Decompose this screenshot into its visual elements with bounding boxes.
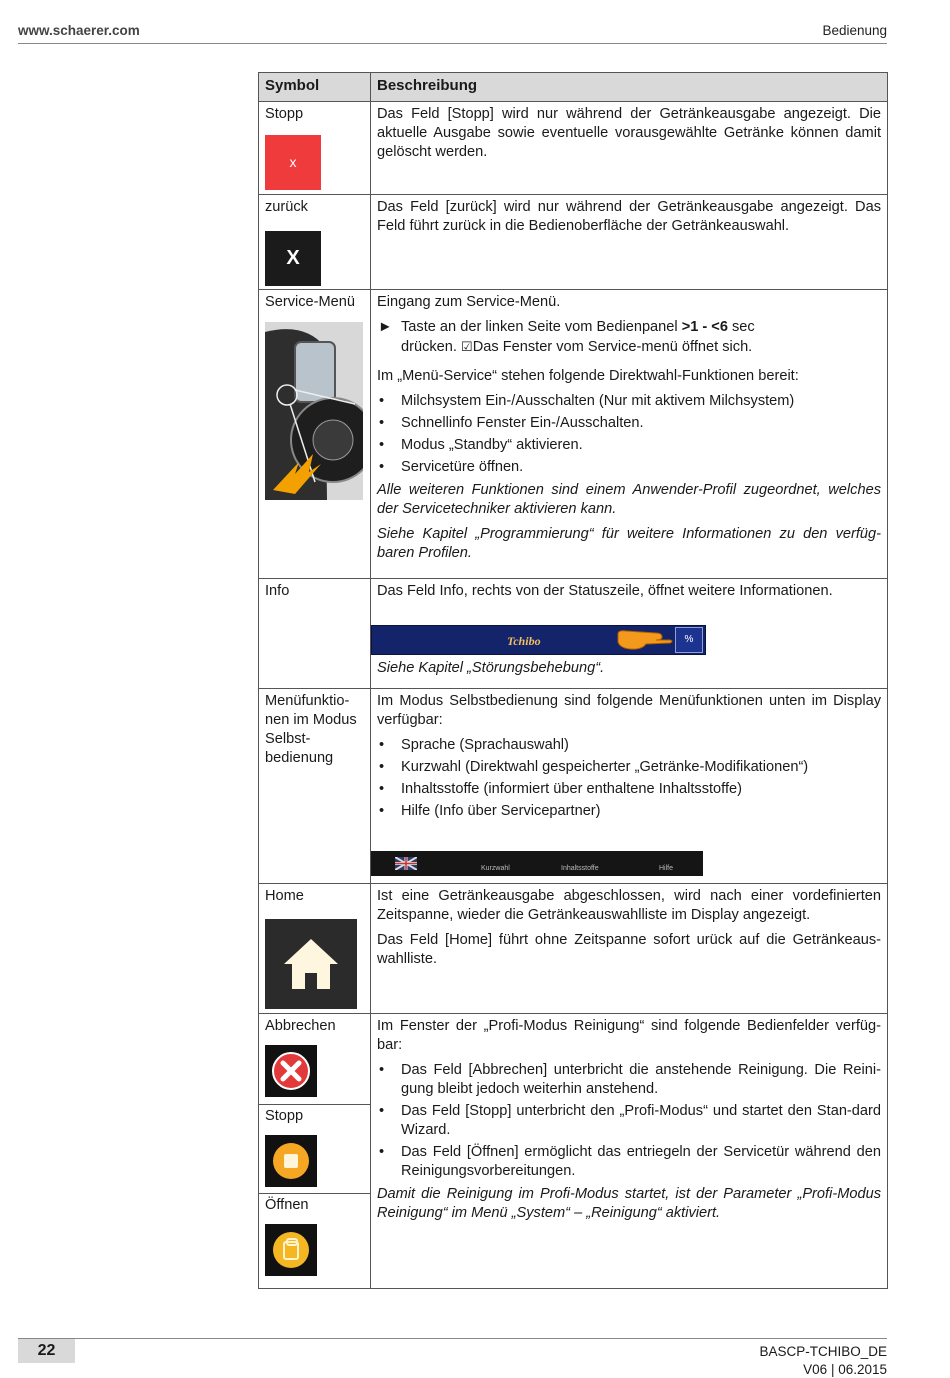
description-cell (371, 290, 888, 579)
description-cell (371, 884, 888, 1014)
symbol-label-home: Home (265, 888, 304, 904)
doc-version: V06 | 06.2015 (803, 1362, 887, 1377)
tchibo-logo: Tchibo (507, 634, 541, 648)
list-item: • Das Feld [Abbrechen] unterbricht die anstehende Reinigung. Die Reini-gung bleibt jedoch weiterhin anstehend. (377, 1061, 881, 1099)
back-icon (265, 231, 321, 286)
header-divider (18, 43, 887, 44)
table-row (259, 689, 888, 884)
table-row (259, 579, 888, 689)
symbol-cell (259, 884, 371, 1014)
info-description: Das Feld Info, rechts von der Statuszeile, öffnet weitere Informationen. (377, 583, 833, 599)
menu-function-list (377, 736, 881, 821)
list-item: • Das Feld [Stopp] unterbricht den „Profi-Modus“ und startet den Stan-dard Wizard. (377, 1102, 881, 1140)
col-description-header: Beschreibung (371, 73, 888, 102)
stop-glyph: x (289, 154, 297, 170)
service-note-profile: Alle weiteren Funktionen sind einem Anwender-Profil zugeordnet, welches der Servicetechniker aktivieren kann. (377, 482, 881, 517)
page-number: 22 (18, 1339, 75, 1363)
list-item: • Servicetüre öffnen. (377, 458, 881, 477)
info-button-label: % (684, 634, 694, 645)
stop-icon (265, 135, 321, 190)
symbol-cell (259, 290, 371, 579)
table-row (259, 1014, 888, 1289)
checkbox-result-icon: ☑ (461, 339, 473, 354)
service-list-intro: Im „Menü-Service“ stehen folgende Direktwahl-Funktionen bereit: (377, 368, 799, 384)
home-icon (265, 919, 357, 1009)
home-text-2: Das Feld [Home] führt ohne Zeitspanne sofort urück auf die Getränkeaus-wahlliste. (377, 932, 881, 967)
footer-divider (18, 1338, 887, 1339)
symbol-cell (259, 102, 371, 195)
footer-doc-info (759, 1343, 887, 1378)
table-header-row (259, 73, 888, 102)
profi-note: Damit die Reinigung im Profi-Modus startet, ist der Parameter „Profi-Modus Reinigung“ im Menü „System“ – „Reinigung“ aktiviert. (377, 1186, 881, 1221)
profi-intro: Im Fenster der „Profi-Modus Reinigung“ sind folgende Bedienfelder verfüg-bar: (377, 1018, 881, 1053)
panel-side-illustration (265, 322, 363, 500)
status-bar-screenshot (371, 625, 706, 655)
list-item: • Das Feld [Öffnen] ermöglicht das entriegeln der Servicetür während den Reinigungsvorbereitungen. (377, 1143, 881, 1181)
symbol-label-info: Info (265, 583, 290, 599)
step-text: Taste an der linken Seite vom Bedienpanel (401, 319, 682, 335)
list-item: • Milchsystem Ein-/Ausschalten (Nur mit aktivem Milchsystem) (377, 392, 881, 411)
service-function-list (377, 392, 881, 477)
list-item: • Hilfe (Info über Servicepartner) (377, 802, 881, 821)
pointing-hand-icon (616, 628, 674, 652)
step-arrow-icon: ► (378, 319, 393, 335)
list-item: • Kurzwahl (Direktwahl gespeicherter „Getränke-Modifikationen“) (377, 758, 881, 777)
list-item: • Schnellinfo Fenster Ein-/Ausschalten. (377, 414, 881, 433)
symbol-label-oeffnen: Öffnen (259, 1193, 370, 1215)
open-door-icon (265, 1224, 317, 1276)
symbol-label-zurueck: zurück (265, 199, 308, 215)
symbol-cell (259, 1014, 371, 1289)
service-button-photo (265, 322, 363, 500)
symbol-label-service: Service-Menü (265, 294, 356, 310)
symbol-table (258, 72, 888, 1289)
symbol-label-stopp: Stopp (265, 106, 304, 122)
header-section: Bedienung (822, 23, 887, 38)
menu-bar-inhaltsstoffe[interactable]: Inhaltsstoffe (561, 865, 599, 872)
symbol-cell (259, 195, 371, 290)
list-item: • Modus „Standby“ aktivieren. (377, 436, 881, 455)
description-cell (371, 1014, 888, 1289)
info-note: Siehe Kapitel „Störungsbehebung“. (377, 660, 605, 676)
menu-intro: Im Modus Selbstbedienung sind folgende Menüfunktionen unten im Display verfügbar: (377, 693, 881, 728)
symbol-cell (259, 689, 371, 884)
profi-control-list (377, 1061, 881, 1181)
menu-bar-screenshot (371, 851, 703, 876)
home-text-1: Ist eine Getränkeausgabe abgeschlossen, wird nach einer vordefinierten Zeitspanne, wieder die Getränkeauswahlliste im Display angezeigt. (377, 888, 881, 923)
table-row (259, 195, 888, 290)
table-row (259, 102, 888, 195)
house-glyph (282, 937, 340, 991)
symbol-label-menu: Menüfunktio-nen im Modus Selbst-bedienung (265, 693, 357, 766)
service-note-reference: Siehe Kapitel „Programmierung“ für weitere Informationen zu den verfüg-baren Profilen. (377, 526, 881, 561)
list-item: • Sprache (Sprachauswahl) (377, 736, 881, 755)
cancel-glyph (271, 1051, 311, 1091)
info-button[interactable] (675, 627, 703, 653)
cancel-icon (265, 1045, 317, 1097)
header-website: www.schaerer.com (18, 23, 140, 38)
step-result: Das Fenster vom Service-menü öffnet sich. (472, 339, 753, 355)
description-cell (371, 102, 888, 195)
menu-bar-hilfe[interactable]: Hilfe (659, 865, 674, 872)
description-cell (371, 195, 888, 290)
service-step (377, 318, 881, 357)
step-text-line2: drücken. (401, 339, 462, 355)
table-row (259, 884, 888, 1014)
stop-square-icon (265, 1135, 317, 1187)
symbol-label-stopp-profi: Stopp (259, 1104, 370, 1126)
uk-flag-icon[interactable] (395, 857, 417, 870)
stopp-description: Das Feld [Stopp] wird nur während der Getränkeausgabe angezeigt. Die aktuelle Ausgabe sowie eventuelle vorausgewählte Getränke können damit gelöscht werden. (377, 106, 881, 160)
menu-bar-kurzwahl[interactable]: Kurzwahl (481, 865, 510, 872)
stop-square-glyph (271, 1141, 311, 1181)
step-unit: sec (727, 319, 755, 335)
description-cell (371, 689, 888, 884)
back-glyph: X (286, 247, 300, 269)
table-row (259, 290, 888, 579)
open-door-glyph (271, 1230, 311, 1270)
symbol-label-abbrechen: Abbrechen (265, 1018, 336, 1034)
col-symbol-header: Symbol (259, 73, 371, 102)
description-cell (371, 579, 888, 689)
zurueck-description: Das Feld [zurück] wird nur während der Getränkeausgabe angezeigt. Das Feld führt zurück in die Bedienoberfläche der Getränkeauswahl. (377, 199, 881, 234)
symbol-cell (259, 579, 371, 689)
doc-id: BASCP-TCHIBO_DE (759, 1344, 887, 1359)
step-duration: >1 - <6 (681, 319, 728, 335)
service-intro: Eingang zum Service-Menü. (377, 294, 561, 310)
list-item: • Inhaltsstoffe (informiert über enthaltene Inhaltsstoffe) (377, 780, 881, 799)
